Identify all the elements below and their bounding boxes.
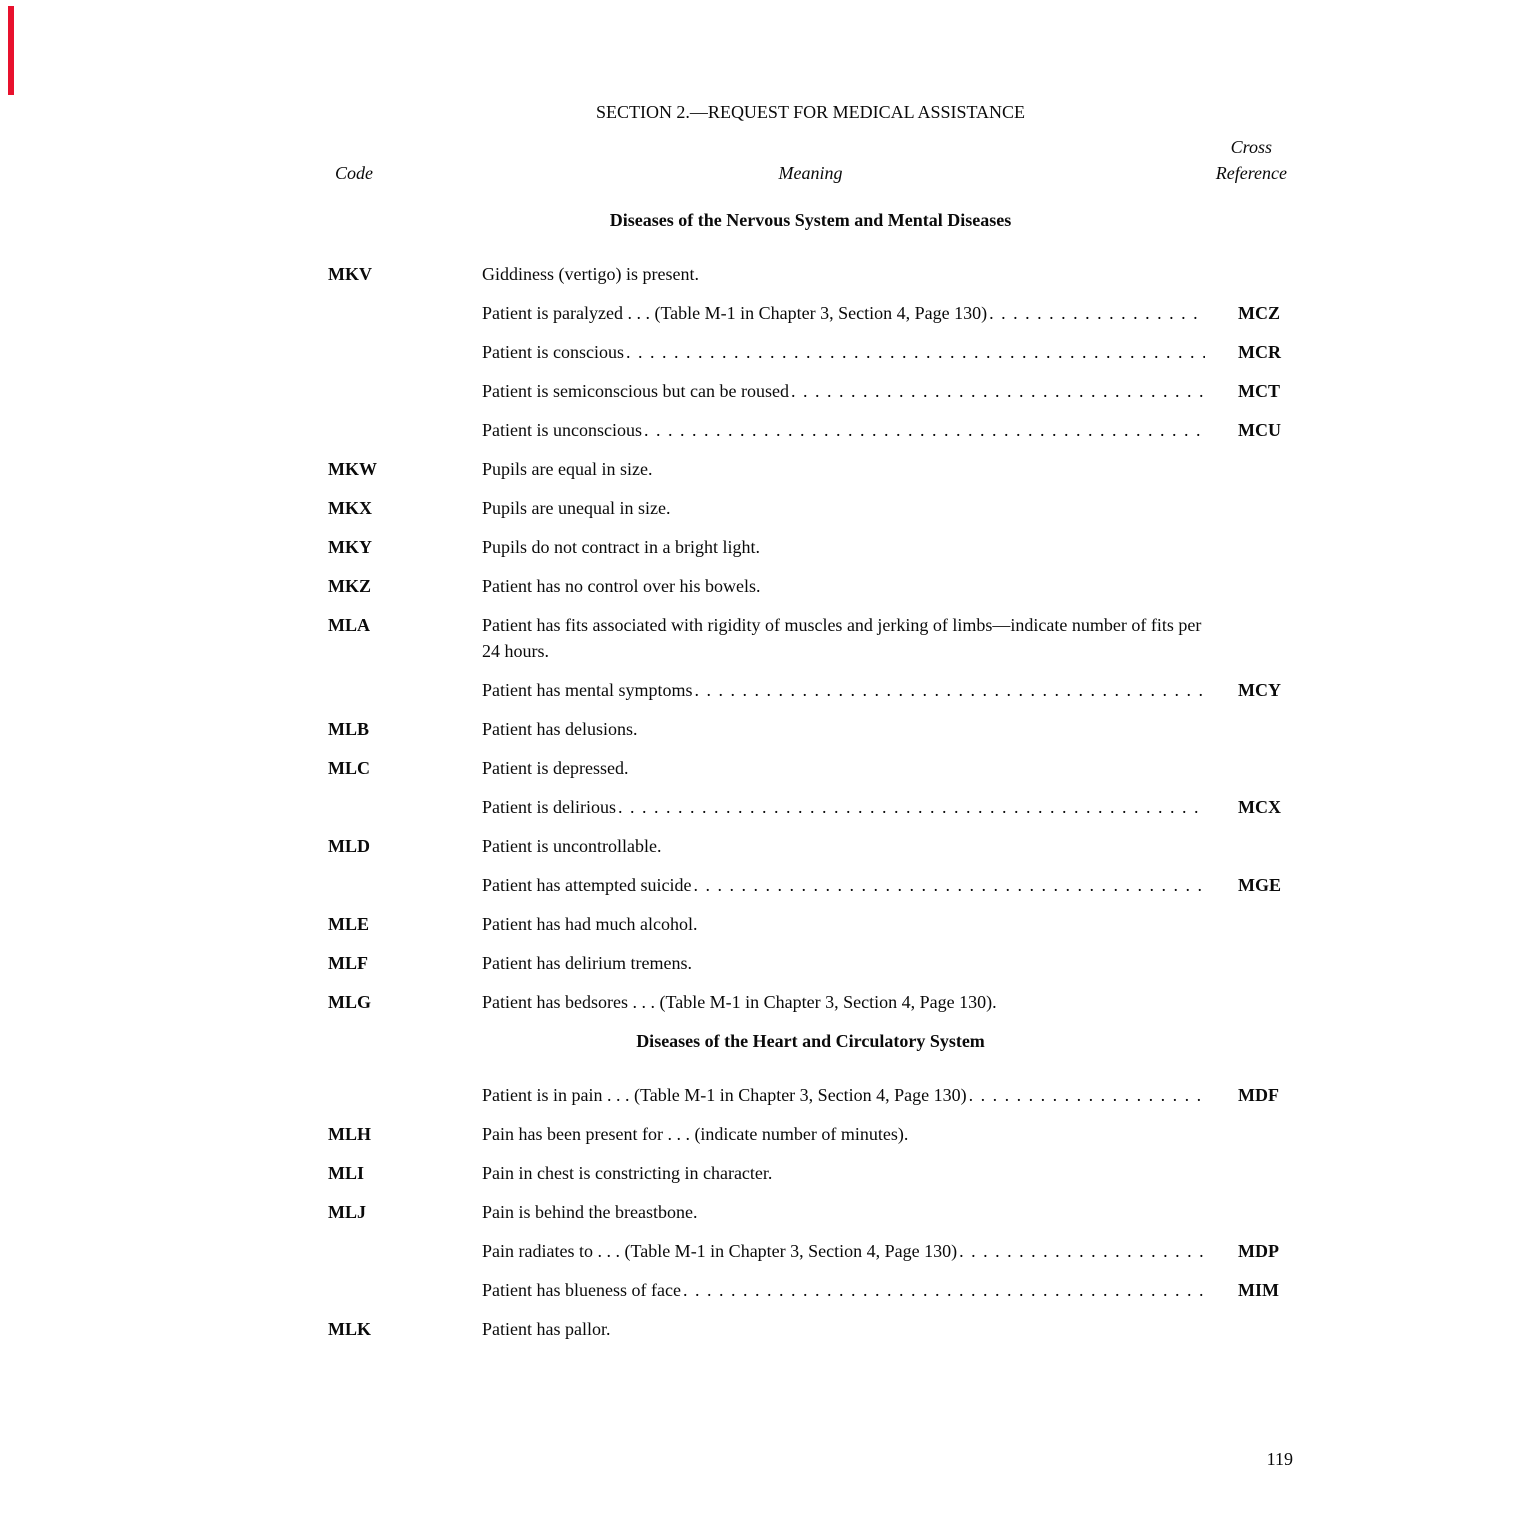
cross-ref-cell: MCR bbox=[1238, 342, 1281, 362]
code-row bbox=[328, 1316, 1293, 1342]
code-row bbox=[328, 716, 1293, 742]
dot-leader bbox=[989, 300, 1205, 326]
code-cell: MKV bbox=[328, 264, 372, 284]
code-row bbox=[328, 378, 1293, 404]
code-row bbox=[328, 1082, 1293, 1108]
code-row bbox=[328, 573, 1293, 599]
code-row bbox=[328, 534, 1293, 560]
dot-leader bbox=[693, 872, 1205, 898]
code-row bbox=[328, 794, 1293, 820]
code-row bbox=[328, 755, 1293, 781]
cross-ref-cell: MDP bbox=[1238, 1241, 1279, 1261]
dot-leader bbox=[969, 1082, 1205, 1108]
code-row bbox=[328, 1238, 1293, 1264]
cross-ref-cell: MCT bbox=[1238, 381, 1280, 401]
cross-ref-cell: MCU bbox=[1238, 420, 1281, 440]
dot-leader bbox=[683, 1277, 1205, 1303]
code-row bbox=[328, 677, 1293, 703]
meaning-text: Pain radiates to . . . (Table M-1 in Chapter 3, Section 4, Page 130) bbox=[482, 1241, 958, 1261]
meaning-cell bbox=[482, 534, 1205, 560]
meaning-cell bbox=[482, 989, 1205, 1015]
meaning-cell bbox=[482, 300, 1205, 326]
meaning-cell bbox=[482, 495, 1205, 521]
code-cell: MLA bbox=[328, 615, 370, 635]
meaning-cell bbox=[482, 1160, 1205, 1186]
dot-leader bbox=[644, 417, 1205, 443]
code-row bbox=[328, 989, 1293, 1015]
meaning-cell bbox=[482, 755, 1205, 781]
code-row bbox=[328, 495, 1293, 521]
code-cell: MLG bbox=[328, 992, 371, 1012]
meaning-cell bbox=[482, 261, 1205, 287]
code-cell: MLF bbox=[328, 953, 368, 973]
meaning-cell bbox=[482, 716, 1205, 742]
meaning-cell bbox=[482, 1316, 1205, 1342]
meaning-cell bbox=[482, 950, 1205, 976]
code-row bbox=[328, 261, 1293, 287]
meaning-text: Pupils are equal in size. bbox=[482, 459, 653, 479]
meaning-cell bbox=[482, 872, 1205, 898]
code-cell: MLH bbox=[328, 1124, 371, 1144]
meaning-cell bbox=[482, 1238, 1205, 1264]
meaning-cell bbox=[482, 456, 1205, 482]
code-row bbox=[328, 339, 1293, 365]
meaning-cell bbox=[482, 833, 1205, 859]
meaning-cell bbox=[482, 573, 1205, 599]
meaning-text: Patient is depressed. bbox=[482, 758, 629, 778]
section-heading: Diseases of the Heart and Circulatory System bbox=[636, 1031, 985, 1051]
meaning-text: Patient has had much alcohol. bbox=[482, 914, 698, 934]
column-headers bbox=[328, 134, 1293, 186]
meaning-text: Patient has fits associated with rigidity of muscles and jerking of limbs—indicate number of fits per 24 hours. bbox=[482, 615, 1202, 661]
cross-ref-cell: MGE bbox=[1238, 875, 1281, 895]
code-cell: MKY bbox=[328, 537, 372, 557]
meaning-text: Patient is uncontrollable. bbox=[482, 836, 662, 856]
code-row bbox=[328, 1160, 1293, 1186]
meaning-cell bbox=[482, 794, 1205, 820]
code-row bbox=[328, 417, 1293, 443]
meaning-text: Patient has blueness of face bbox=[482, 1280, 681, 1300]
dot-leader bbox=[791, 378, 1205, 404]
code-row bbox=[328, 950, 1293, 976]
code-cell: MKW bbox=[328, 459, 377, 479]
column-header-code: Code bbox=[335, 163, 373, 183]
dot-leader bbox=[959, 1238, 1205, 1264]
cross-ref-cell: MCX bbox=[1238, 797, 1281, 817]
cross-ref-cell: MCZ bbox=[1238, 303, 1280, 323]
code-row bbox=[328, 1121, 1293, 1147]
page-number: 119 bbox=[1266, 1449, 1293, 1469]
meaning-text: Pupils are unequal in size. bbox=[482, 498, 671, 518]
dot-leader bbox=[694, 677, 1205, 703]
meaning-text: Patient is in pain . . . (Table M-1 in Chapter 3, Section 4, Page 130) bbox=[482, 1085, 967, 1105]
red-mark bbox=[8, 6, 14, 95]
meaning-text: Patient is conscious bbox=[482, 342, 624, 362]
code-row bbox=[328, 1277, 1293, 1303]
code-row bbox=[328, 911, 1293, 937]
code-cell: MLB bbox=[328, 719, 370, 739]
code-cell: MLE bbox=[328, 914, 370, 934]
meaning-text: Pain in chest is constricting in character. bbox=[482, 1163, 773, 1183]
meaning-cell bbox=[482, 378, 1205, 404]
code-row bbox=[328, 456, 1293, 482]
meaning-text: Patient is paralyzed . . . (Table M-1 in Chapter 3, Section 4, Page 130) bbox=[482, 303, 988, 323]
meaning-text: Patient has delusions. bbox=[482, 719, 638, 739]
code-row bbox=[328, 872, 1293, 898]
code-cell: MKZ bbox=[328, 576, 371, 596]
dot-leader bbox=[626, 339, 1205, 365]
meaning-text: Patient has mental symptoms bbox=[482, 680, 693, 700]
cross-ref-cell: MIM bbox=[1238, 1280, 1279, 1300]
code-cell: MLJ bbox=[328, 1202, 366, 1222]
column-header-cross-line2: Reference bbox=[1215, 163, 1287, 183]
meaning-cell bbox=[482, 417, 1205, 443]
dot-leader bbox=[618, 794, 1205, 820]
meaning-cell bbox=[482, 1199, 1205, 1225]
code-cell: MKX bbox=[328, 498, 372, 518]
meaning-text: Pain is behind the breastbone. bbox=[482, 1202, 698, 1222]
meaning-text: Patient has delirium tremens. bbox=[482, 953, 692, 973]
code-cell: MLK bbox=[328, 1319, 371, 1339]
page-title: SECTION 2.—REQUEST FOR MEDICAL ASSISTANCE bbox=[595, 102, 1026, 122]
meaning-text: Pain has been present for . . . (indicate number of minutes). bbox=[482, 1124, 909, 1144]
code-row bbox=[328, 612, 1293, 664]
column-header-meaning: Meaning bbox=[778, 163, 843, 183]
meaning-text: Patient is semiconscious but can be roused bbox=[482, 381, 789, 401]
meaning-cell bbox=[482, 911, 1205, 937]
meaning-cell bbox=[482, 339, 1205, 365]
code-cell: MLI bbox=[328, 1163, 364, 1183]
meaning-text: Pupils do not contract in a bright light. bbox=[482, 537, 760, 557]
meaning-cell bbox=[482, 1121, 1205, 1147]
column-header-cross-line1: Cross bbox=[1230, 137, 1273, 157]
code-cell: MLD bbox=[328, 836, 370, 856]
cross-ref-cell: MCY bbox=[1238, 680, 1281, 700]
meaning-cell bbox=[482, 1277, 1205, 1303]
column-header-cross-reference bbox=[1216, 134, 1287, 186]
code-row bbox=[328, 833, 1293, 859]
code-cell: MLC bbox=[328, 758, 370, 778]
meaning-text: Patient has bedsores . . . (Table M-1 in Chapter 3, Section 4, Page 130). bbox=[482, 992, 997, 1012]
code-row bbox=[328, 1199, 1293, 1225]
code-row bbox=[328, 300, 1293, 326]
meaning-text: Patient has no control over his bowels. bbox=[482, 576, 761, 596]
cross-ref-cell: MDF bbox=[1238, 1085, 1279, 1105]
meaning-text: Giddiness (vertigo) is present. bbox=[482, 264, 699, 284]
sections bbox=[328, 207, 1293, 1342]
meaning-text: Patient is delirious bbox=[482, 797, 616, 817]
section-heading: Diseases of the Nervous System and Mental Diseases bbox=[609, 210, 1012, 230]
meaning-text: Patient has attempted suicide bbox=[482, 875, 692, 895]
meaning-cell bbox=[482, 612, 1205, 664]
meaning-text: Patient is unconscious bbox=[482, 420, 642, 440]
meaning-cell bbox=[482, 677, 1205, 703]
meaning-text: Patient has pallor. bbox=[482, 1319, 611, 1339]
meaning-cell bbox=[482, 1082, 1205, 1108]
